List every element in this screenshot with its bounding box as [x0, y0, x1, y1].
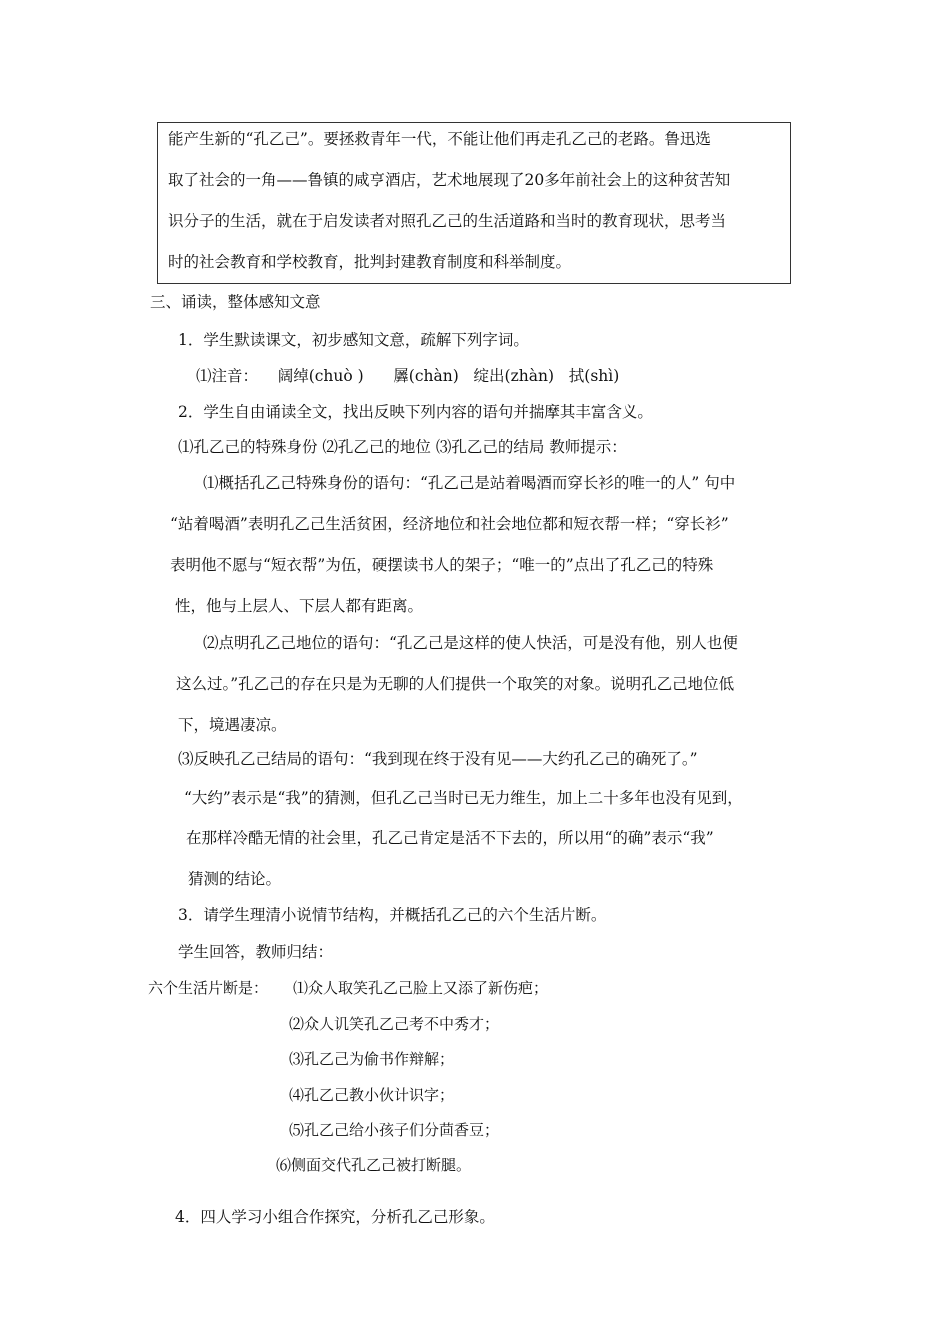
fragment-item: ⑷孔乙己教小伙计识字；: [289, 1086, 455, 1104]
box-line: 时的社会教育和学校教育，批判封建教育制度和科举制度。: [168, 253, 572, 271]
paragraph-line: ⑶反映孔乙己结局的语句：“我到现在终于没有见——大约孔乙己的确死了。”: [178, 750, 698, 768]
box-line: 能产生新的“孔乙己”。要拯救青年一代，不能让他们再走孔乙己的老路。鲁迅选: [168, 130, 711, 148]
paragraph-line: 这么过。”孔乙己的存在只是为无聊的人们提供一个取笑的对象。说明孔乙己地位低: [176, 675, 735, 693]
paragraph-line: 表明他不愿与“短衣帮”为伍，硬摆读书人的架子；“唯一的”点出了孔乙己的特殊: [170, 556, 714, 574]
paragraph-line: 在那样冷酷无情的社会里，孔乙己肯定是活不下去的，所以用“的确”表示“我”: [186, 829, 714, 847]
fragment-item: ⑵众人讥笑孔乙己考不中秀才；: [289, 1015, 500, 1033]
fragment-item: ⑴众人取笑孔乙己脸上又添了新伤疤；: [293, 979, 549, 997]
fragments-label: 六个生活片断是：: [148, 979, 269, 997]
item-3-note: 学生回答，教师归结：: [178, 943, 334, 961]
item-1: 1．学生默读课文，初步感知文意，疏解下列字词。: [178, 331, 529, 349]
paragraph-line: ⑵点明孔乙己地位的语句：“孔乙己是这样的使人快活，可是没有他，别人也便: [203, 634, 738, 652]
paragraph-line: 下，境遇凄凉。: [178, 716, 287, 734]
fragment-item: ⑹侧面交代孔乙己被打断腿。: [276, 1156, 472, 1174]
fragment-item: ⑶孔乙己为偷书作辩解；: [289, 1050, 455, 1068]
item-2-topics: ⑴孔乙己的特殊身份 ⑵孔乙己的地位 ⑶孔乙己的结局 教师提示：: [178, 438, 627, 456]
paragraph-line: 猜测的结论。: [188, 870, 282, 888]
box-line: 识分子的生活，就在于启发读者对照孔乙己的生活道路和当时的教育现状，思考当: [168, 212, 727, 230]
item-3: 3．请学生理清小说情节结构，并概括孔乙己的六个生活片断。: [178, 906, 607, 924]
box-line: 取了社会的一角——鲁镇的咸亨酒店，艺术地展现了20多年前社会上的这种贫苦知: [168, 171, 731, 189]
paragraph-line: “站着喝酒”表明孔乙己生活贫困，经济地位和社会地位都和短衣帮一样；“穿长衫”: [170, 515, 729, 533]
summary-box: [157, 122, 791, 284]
paragraph-line: “大约”表示是“我”的猜测，但孔乙己当时已无力维生，加上二十多年也没有见到，: [184, 789, 743, 807]
paragraph-line: 性，他与上层人、下层人都有距离。: [175, 597, 424, 615]
item-4: 4．四人学习小组合作探究，分析孔乙己形象。: [175, 1208, 495, 1226]
paragraph-line: ⑴概括孔乙己特殊身份的语句：“孔乙己是站着喝酒而穿长衫的唯一的人” 句中: [203, 474, 736, 492]
item-2: 2．学生自由诵读全文，找出反映下列内容的语句并揣摩其丰富含义。: [178, 403, 653, 421]
fragment-item: ⑸孔乙己给小孩子们分茴香豆；: [289, 1121, 500, 1139]
pinyin-annotation: ⑴注音： 阔绰(chuò ) 羼(chàn) 绽出(zhàn) 拭(shì): [196, 367, 620, 385]
section-heading: 三、诵读，整体感知文意: [150, 293, 321, 311]
